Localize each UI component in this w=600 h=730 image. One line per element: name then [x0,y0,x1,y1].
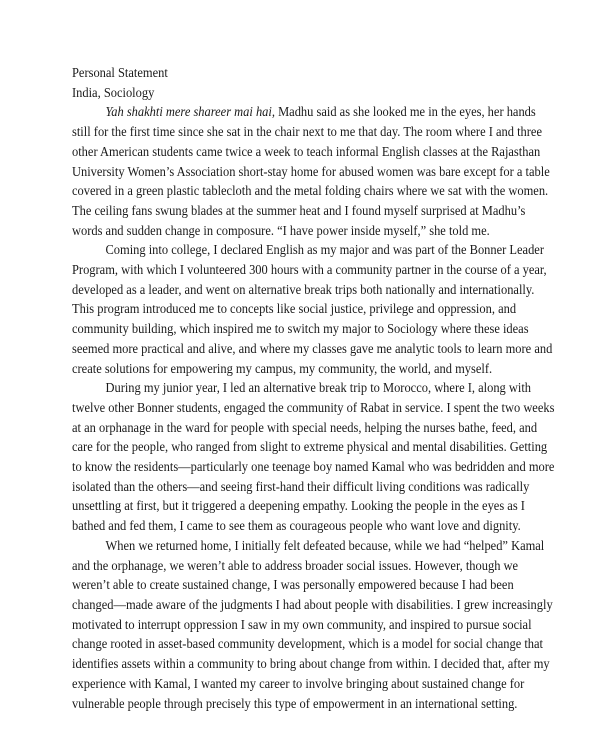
paragraph-line: weren’t able to create sustained change, I was personally empowered because I had been [72,577,514,593]
paragraph-line: During my junior year, I led an alternative break trip to Morocco, where I, along with [105,380,532,396]
paragraph-line: isolated than the others—and seeing first-hand their difficult living conditions was radically [72,478,530,494]
paragraph-line: other American students came twice a week to teach informal English classes at the Rajasthan [72,143,541,159]
paragraph-line: covered in a green plastic tablecloth and the metal folding chairs where we sat with the women. [72,183,549,199]
paragraph-line: The ceiling fans swung blades at the summer heat and I found myself surprised at Madhu’s [72,202,526,218]
paragraph-line: care for the people, who ranged from slight to extreme physical and mental disabilities. Getting [72,439,548,455]
document-subtitle: India, Sociology [72,84,155,100]
paragraph-line: vulnerable people through precisely this type of empowerment in an international setting. [72,695,518,711]
line-text: Madhu said as she looked me in the eyes, her hands [274,104,536,120]
paragraph [72,240,553,378]
paragraph-line: identifies assets within a community to bring about change from within. I decided that, after my [72,656,550,672]
paragraph-line: This program introduced me to concepts like social justice, privilege and oppression, and [72,301,517,317]
paragraph-line: University Women’s Association short-stay home for abused women was bare except for a table [72,163,550,179]
paragraph-line: bathed and fed them, I came to see them as courageous people who want love and dignity. [72,518,521,534]
paragraph-line: still for the first time since she sat in the chair next to me that day. The room where I and three [72,124,542,140]
paragraph-line: create solutions for empowering my campus, my community, the world, and myself. [72,360,493,376]
paragraph-line: Coming into college, I declared English as my major and was part of the Bonner Leader [105,242,544,258]
paragraph-line: motivated to interrupt oppression I saw in my own community, and inspired to pursue social [72,616,532,632]
paragraph-line: unsettling at first, but it triggered a deepening empathy. Looking the people in the eyes as I [72,498,525,514]
paragraph-line: to know the residents—particularly one teenage boy named Kamal who was bedridden and more [72,459,555,475]
paragraph [72,378,555,536]
paragraph-line: and the orphanage, we weren’t able to address broader social issues. However, though we [72,557,519,573]
paragraph-line: community building, which inspired me to switch my major to Sociology where these ideas [72,321,529,337]
document-title: Personal Statement [72,65,168,80]
quoted-phrase: Yah shakhti mere shareer mai hai, [105,104,275,120]
paragraph-line: change rooted in asset-based community development, which is a model for social change that [72,636,544,652]
paragraph-line: words and sudden change in composure. “I have power inside myself,” she told me. [72,222,490,238]
paragraph-line [72,102,536,122]
paragraph-line: When we returned home, I initially felt defeated because, while we had “helped” Kamal [105,537,545,553]
paragraph-line: seemed more practical and alive, and where my classes gave me analytic tools to learn more and [72,340,553,356]
paragraph-line: developed as a leader, and went on alternative break trips both nationally and internationally. [72,281,535,297]
paragraph-line: changed—made aware of the judgments I had about people with disabilities. I grew increasingly [72,596,553,612]
paragraph-line: at an orphanage in the ward for people with special needs, helping the nurses bathe, feed, and [72,419,538,435]
paragraph-line: twelve other Bonner students, engaged the community of Rabat in service. I spent the two weeks [72,399,555,415]
paragraph [72,536,553,713]
document-body [72,102,555,713]
paragraph [72,102,550,240]
personal-statement-document [72,63,555,713]
paragraph-line: experience with Kamal, I wanted my career to involve bringing about sustained change for [72,675,525,691]
paragraph-line: Program, with which I volunteered 300 hours with a community partner in the course of a year, [72,262,547,278]
